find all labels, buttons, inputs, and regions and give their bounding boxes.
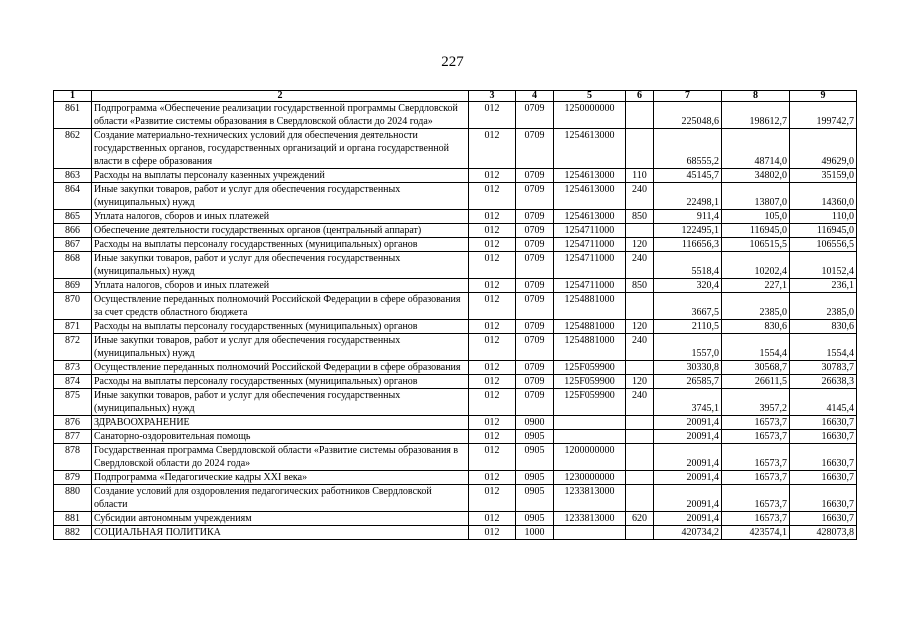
- amount-col9: 35159,0: [790, 169, 857, 183]
- table-row: [54, 210, 857, 224]
- table-row: [54, 471, 857, 485]
- target-article-code: 1254881000: [554, 320, 626, 334]
- row-description: Иные закупки товаров, работ и услуг для обеспечения государственных (муниципальных) нужд: [92, 389, 469, 416]
- table-row: [54, 224, 857, 238]
- row-description: Государственная программа Свердловской области «Развитие системы образования в Свердловской области до 2024 года»: [92, 444, 469, 471]
- table-row: [54, 416, 857, 430]
- expense-type-code: [626, 471, 654, 485]
- table-row: [54, 375, 857, 389]
- row-number: 873: [54, 361, 92, 375]
- row-description: Расходы на выплаты персоналу государственных (муниципальных) органов: [92, 375, 469, 389]
- amount-col9: 16630,7: [790, 485, 857, 512]
- row-description: Расходы на выплаты персоналу государственных (муниципальных) органов: [92, 238, 469, 252]
- row-description: Уплата налогов, сборов и иных платежей: [92, 279, 469, 293]
- target-article-code: 1254881000: [554, 334, 626, 361]
- section-code: 0709: [516, 183, 554, 210]
- target-article-code: 1254613000: [554, 183, 626, 210]
- row-description: Уплата налогов, сборов и иных платежей: [92, 210, 469, 224]
- row-number: 881: [54, 512, 92, 526]
- amount-col8: 48714,0: [722, 129, 790, 169]
- expense-type-code: 110: [626, 169, 654, 183]
- row-number: 872: [54, 334, 92, 361]
- amount-col9: 199742,7: [790, 102, 857, 129]
- ministry-code: 012: [469, 169, 516, 183]
- amount-col7: 68555,2: [654, 129, 722, 169]
- target-article-code: 125F059900: [554, 389, 626, 416]
- target-article-code: 1254613000: [554, 129, 626, 169]
- amount-col7: 45145,7: [654, 169, 722, 183]
- ministry-code: 012: [469, 129, 516, 169]
- amount-col8: 3957,2: [722, 389, 790, 416]
- row-description: Осуществление переданных полномочий Российской Федерации в сфере образования: [92, 361, 469, 375]
- target-article-code: 1254613000: [554, 210, 626, 224]
- section-code: 0709: [516, 210, 554, 224]
- table-row: [54, 238, 857, 252]
- amount-col8: 423574,1: [722, 526, 790, 540]
- amount-col7: 1557,0: [654, 334, 722, 361]
- amount-col7: 20091,4: [654, 430, 722, 444]
- row-description: Создание условий для оздоровления педагогических работников Свердловской области: [92, 485, 469, 512]
- amount-col9: 14360,0: [790, 183, 857, 210]
- section-code: 0709: [516, 238, 554, 252]
- row-number: 871: [54, 320, 92, 334]
- amount-col9: 10152,4: [790, 252, 857, 279]
- ministry-code: 012: [469, 471, 516, 485]
- amount-col9: 16630,7: [790, 444, 857, 471]
- expense-type-code: 850: [626, 279, 654, 293]
- row-number: 862: [54, 129, 92, 169]
- row-description: ЗДРАВООХРАНЕНИЕ: [92, 416, 469, 430]
- expense-type-code: 120: [626, 320, 654, 334]
- target-article-code: [554, 526, 626, 540]
- ministry-code: 012: [469, 416, 516, 430]
- row-description: Расходы на выплаты персоналу государственных (муниципальных) органов: [92, 320, 469, 334]
- ministry-code: 012: [469, 485, 516, 512]
- expense-type-code: [626, 485, 654, 512]
- table-row: [54, 183, 857, 210]
- header-row: [54, 91, 857, 102]
- target-article-code: 1254711000: [554, 224, 626, 238]
- section-code: 0709: [516, 129, 554, 169]
- amount-col8: 34802,0: [722, 169, 790, 183]
- expense-type-code: [626, 361, 654, 375]
- amount-col7: 122495,1: [654, 224, 722, 238]
- expense-type-code: 120: [626, 238, 654, 252]
- amount-col7: 116656,3: [654, 238, 722, 252]
- section-code: 0709: [516, 375, 554, 389]
- expense-type-code: [626, 416, 654, 430]
- target-article-code: 1254711000: [554, 238, 626, 252]
- row-number: 877: [54, 430, 92, 444]
- table-row: [54, 279, 857, 293]
- table-row: [54, 485, 857, 512]
- amount-col7: 420734,2: [654, 526, 722, 540]
- expense-type-code: 240: [626, 389, 654, 416]
- amount-col7: 225048,6: [654, 102, 722, 129]
- amount-col9: 49629,0: [790, 129, 857, 169]
- amount-col7: 30330,8: [654, 361, 722, 375]
- ministry-code: 012: [469, 444, 516, 471]
- row-number: 866: [54, 224, 92, 238]
- table-row: [54, 512, 857, 526]
- row-number: 865: [54, 210, 92, 224]
- ministry-code: 012: [469, 375, 516, 389]
- table-row: [54, 526, 857, 540]
- amount-col9: 16630,7: [790, 512, 857, 526]
- amount-col8: 16573,7: [722, 416, 790, 430]
- row-description: Субсидии автономным учреждениям: [92, 512, 469, 526]
- row-number: 879: [54, 471, 92, 485]
- section-code: 0709: [516, 169, 554, 183]
- section-code: 0709: [516, 279, 554, 293]
- target-article-code: 1254711000: [554, 252, 626, 279]
- row-number: 880: [54, 485, 92, 512]
- header-cell: 4: [516, 91, 554, 102]
- header-cell: 8: [722, 91, 790, 102]
- ministry-code: 012: [469, 512, 516, 526]
- row-description: Подпрограмма «Педагогические кадры XXI века»: [92, 471, 469, 485]
- row-number: 875: [54, 389, 92, 416]
- amount-col7: 320,4: [654, 279, 722, 293]
- amount-col7: 22498,1: [654, 183, 722, 210]
- ministry-code: 012: [469, 430, 516, 444]
- section-code: 0905: [516, 485, 554, 512]
- amount-col8: 30568,7: [722, 361, 790, 375]
- amount-col8: 10202,4: [722, 252, 790, 279]
- table-row: [54, 169, 857, 183]
- amount-col8: 1554,4: [722, 334, 790, 361]
- expense-type-code: [626, 102, 654, 129]
- section-code: 0709: [516, 361, 554, 375]
- table-row: [54, 334, 857, 361]
- row-number: 869: [54, 279, 92, 293]
- row-number: 878: [54, 444, 92, 471]
- row-number: 874: [54, 375, 92, 389]
- ministry-code: 012: [469, 293, 516, 320]
- header-cell: 7: [654, 91, 722, 102]
- amount-col9: 110,0: [790, 210, 857, 224]
- row-description: Иные закупки товаров, работ и услуг для обеспечения государственных (муниципальных) нужд: [92, 183, 469, 210]
- section-code: 0709: [516, 102, 554, 129]
- amount-col7: 20091,4: [654, 512, 722, 526]
- header-cell: 2: [92, 91, 469, 102]
- table-row: [54, 444, 857, 471]
- table-row: [54, 430, 857, 444]
- expense-type-code: 240: [626, 252, 654, 279]
- amount-col8: 16573,7: [722, 485, 790, 512]
- row-number: 868: [54, 252, 92, 279]
- amount-col7: 20091,4: [654, 416, 722, 430]
- header-cell: 9: [790, 91, 857, 102]
- amount-col8: 16573,7: [722, 444, 790, 471]
- ministry-code: 012: [469, 210, 516, 224]
- target-article-code: 1254613000: [554, 169, 626, 183]
- row-number: 861: [54, 102, 92, 129]
- amount-col8: 26611,5: [722, 375, 790, 389]
- expense-type-code: [626, 224, 654, 238]
- amount-col9: 26638,3: [790, 375, 857, 389]
- amount-col8: 227,1: [722, 279, 790, 293]
- table-row: [54, 129, 857, 169]
- amount-col9: 4145,4: [790, 389, 857, 416]
- amount-col8: 105,0: [722, 210, 790, 224]
- row-number: 870: [54, 293, 92, 320]
- table-row: [54, 102, 857, 129]
- amount-col7: 3667,5: [654, 293, 722, 320]
- section-code: 0905: [516, 512, 554, 526]
- section-code: 0709: [516, 293, 554, 320]
- section-code: 0905: [516, 471, 554, 485]
- row-number: 864: [54, 183, 92, 210]
- row-description: Осуществление переданных полномочий Российской Федерации в сфере образования за счет средств областного бюджета: [92, 293, 469, 320]
- ministry-code: 012: [469, 526, 516, 540]
- target-article-code: 1200000000: [554, 444, 626, 471]
- amount-col9: 1554,4: [790, 334, 857, 361]
- header-cell: 1: [54, 91, 92, 102]
- amount-col8: 2385,0: [722, 293, 790, 320]
- ministry-code: 012: [469, 361, 516, 375]
- ministry-code: 012: [469, 252, 516, 279]
- row-description: Санаторно-оздоровительная помощь: [92, 430, 469, 444]
- section-code: 0709: [516, 334, 554, 361]
- amount-col9: 16630,7: [790, 430, 857, 444]
- ministry-code: 012: [469, 320, 516, 334]
- amount-col8: 13807,0: [722, 183, 790, 210]
- row-description: Создание материально-технических условий для обеспечения деятельности государственных органов, государственных организаций и органа государственной власти в сфере образования: [92, 129, 469, 169]
- expense-type-code: 120: [626, 375, 654, 389]
- amount-col7: 20091,4: [654, 471, 722, 485]
- target-article-code: 1254711000: [554, 279, 626, 293]
- amount-col9: 16630,7: [790, 471, 857, 485]
- amount-col9: 116945,0: [790, 224, 857, 238]
- expense-type-code: [626, 129, 654, 169]
- table-row: [54, 293, 857, 320]
- amount-col7: 5518,4: [654, 252, 722, 279]
- ministry-code: 012: [469, 183, 516, 210]
- row-description: СОЦИАЛЬНАЯ ПОЛИТИКА: [92, 526, 469, 540]
- row-description: Подпрограмма «Обеспечение реализации государственной программы Свердловской области «Развитие системы образования в Свердловской области до 2024 года»: [92, 102, 469, 129]
- budget-table: [53, 90, 857, 540]
- ministry-code: 012: [469, 334, 516, 361]
- expense-type-code: 850: [626, 210, 654, 224]
- target-article-code: 1254881000: [554, 293, 626, 320]
- amount-col8: 16573,7: [722, 430, 790, 444]
- table-row: [54, 389, 857, 416]
- ministry-code: 012: [469, 279, 516, 293]
- amount-col8: 16573,7: [722, 471, 790, 485]
- target-article-code: 1230000000: [554, 471, 626, 485]
- section-code: 0900: [516, 416, 554, 430]
- section-code: 0709: [516, 389, 554, 416]
- expense-type-code: 620: [626, 512, 654, 526]
- row-number: 876: [54, 416, 92, 430]
- amount-col8: 116945,0: [722, 224, 790, 238]
- expense-type-code: [626, 430, 654, 444]
- amount-col9: 106556,5: [790, 238, 857, 252]
- amount-col8: 830,6: [722, 320, 790, 334]
- amount-col9: 428073,8: [790, 526, 857, 540]
- ministry-code: 012: [469, 102, 516, 129]
- amount-col7: 20091,4: [654, 485, 722, 512]
- amount-col8: 198612,7: [722, 102, 790, 129]
- row-description: Обеспечение деятельности государственных органов (центральный аппарат): [92, 224, 469, 238]
- amount-col7: 20091,4: [654, 444, 722, 471]
- ministry-code: 012: [469, 389, 516, 416]
- target-article-code: 125F059900: [554, 375, 626, 389]
- expense-type-code: 240: [626, 183, 654, 210]
- ministry-code: 012: [469, 238, 516, 252]
- row-number: 863: [54, 169, 92, 183]
- expense-type-code: [626, 293, 654, 320]
- amount-col7: 3745,1: [654, 389, 722, 416]
- target-article-code: 1233813000: [554, 485, 626, 512]
- amount-col7: 2110,5: [654, 320, 722, 334]
- section-code: 0709: [516, 224, 554, 238]
- amount-col9: 30783,7: [790, 361, 857, 375]
- amount-col9: 830,6: [790, 320, 857, 334]
- header-cell: 5: [554, 91, 626, 102]
- expense-type-code: [626, 526, 654, 540]
- row-number: 882: [54, 526, 92, 540]
- target-article-code: [554, 416, 626, 430]
- section-code: 0709: [516, 320, 554, 334]
- table-row: [54, 320, 857, 334]
- amount-col9: 16630,7: [790, 416, 857, 430]
- amount-col9: 2385,0: [790, 293, 857, 320]
- table-row: [54, 361, 857, 375]
- amount-col9: 236,1: [790, 279, 857, 293]
- target-article-code: 125F059900: [554, 361, 626, 375]
- target-article-code: [554, 430, 626, 444]
- header-cell: 3: [469, 91, 516, 102]
- section-code: 0709: [516, 252, 554, 279]
- row-description: Расходы на выплаты персоналу казенных учреждений: [92, 169, 469, 183]
- row-number: 867: [54, 238, 92, 252]
- amount-col8: 16573,7: [722, 512, 790, 526]
- section-code: 0905: [516, 430, 554, 444]
- section-code: 0905: [516, 444, 554, 471]
- amount-col7: 911,4: [654, 210, 722, 224]
- page-number: 227: [441, 54, 464, 70]
- target-article-code: 1233813000: [554, 512, 626, 526]
- row-description: Иные закупки товаров, работ и услуг для обеспечения государственных (муниципальных) нужд: [92, 334, 469, 361]
- header-cell: 6: [626, 91, 654, 102]
- ministry-code: 012: [469, 224, 516, 238]
- amount-col8: 106515,5: [722, 238, 790, 252]
- amount-col7: 26585,7: [654, 375, 722, 389]
- row-description: Иные закупки товаров, работ и услуг для обеспечения государственных (муниципальных) нужд: [92, 252, 469, 279]
- expense-type-code: 240: [626, 334, 654, 361]
- target-article-code: 1250000000: [554, 102, 626, 129]
- section-code: 1000: [516, 526, 554, 540]
- table-row: [54, 252, 857, 279]
- expense-type-code: [626, 444, 654, 471]
